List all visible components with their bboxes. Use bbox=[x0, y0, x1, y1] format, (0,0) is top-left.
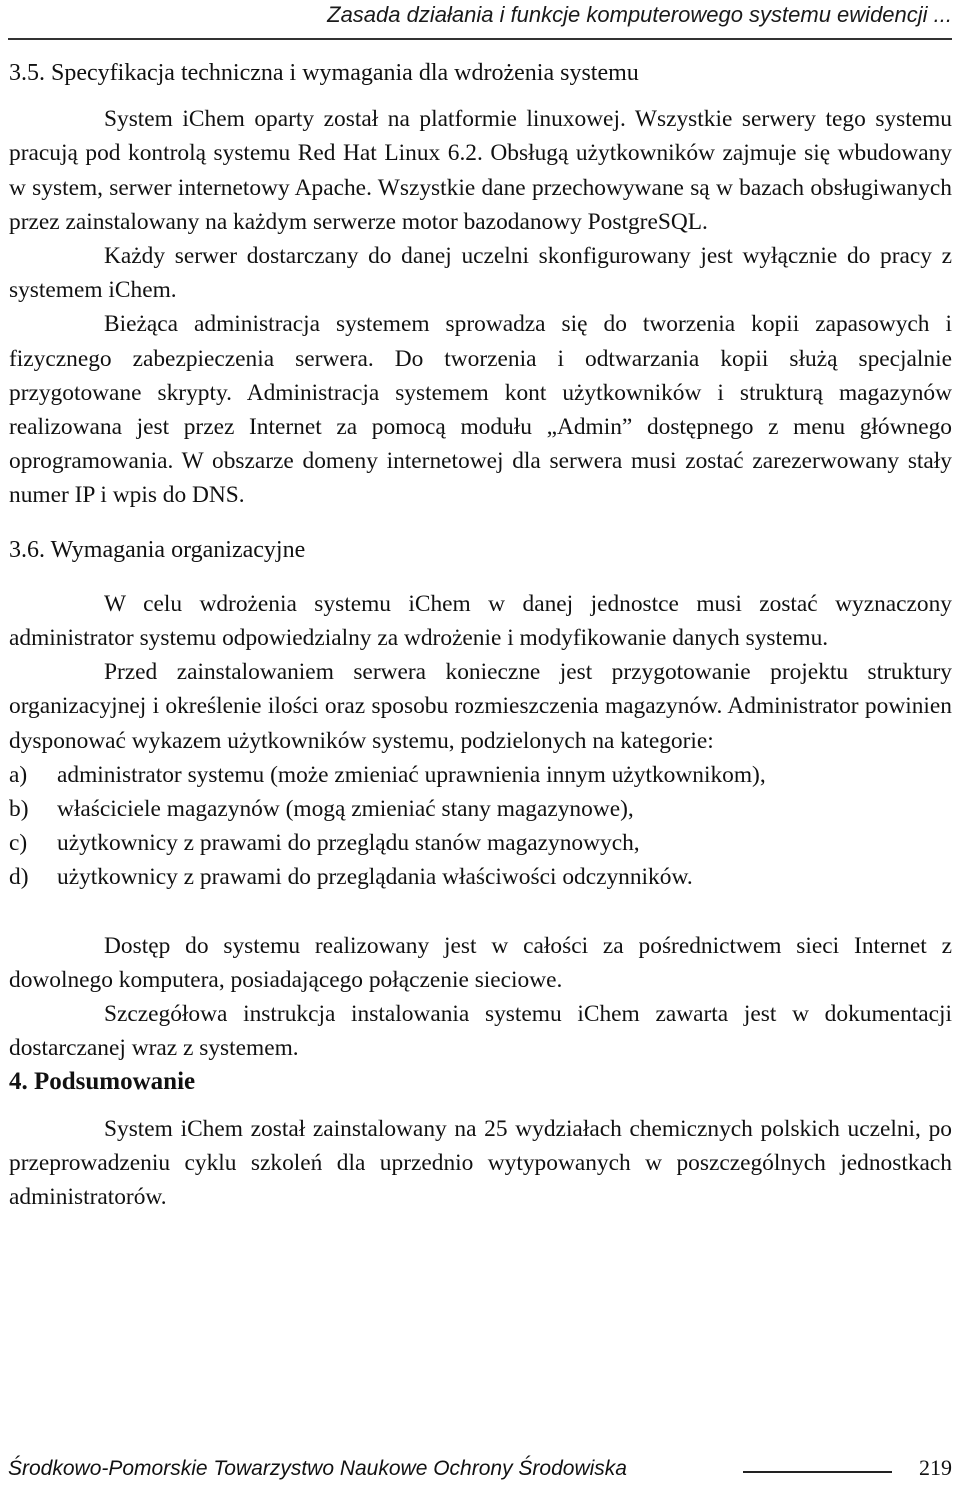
section-3-5-paragraph-3: Bieżąca administracja systemem sprowadza się do tworzenia kopii zapasowych i fizycznego zabezpieczenia serwera. Do tworzenia i odtwarzania kopii służą specjalnie przygotowane skrypty. Administracja systemem kont użytkowników i strukturą magazynów realizowana jest przez Internet za pomocą modułu „Admin” dostępnego z menu głównego oprogramowania. W obszarze domeny internetowej dla serwera musi zostać zarezerwowany stały numer IP i wpis do DNS. bbox=[9, 311, 952, 509]
list-item bbox=[9, 758, 952, 792]
section-3-5-paragraph-1: System iChem oparty został na platformie linuxowej. Wszystkie serwery tego systemu pracują pod kontrolą systemu Red Hat Linux 6.2. Obsługą użytkowników zajmuje się wbudowany w system, serwer internetowy Apache. Wszystkie dane przechowywane są w bazach obsługiwanych przez zainstalowany na każdym serwerze motor bazodanowy PostgreSQL. bbox=[9, 106, 952, 235]
list-item bbox=[9, 792, 952, 826]
user-category-list bbox=[9, 758, 952, 895]
document-body bbox=[9, 56, 952, 1214]
list-item-text: właściciele magazynów (mogą zmieniać stany magazynowe), bbox=[57, 796, 634, 823]
list-item-label: d) bbox=[9, 864, 29, 891]
list-item bbox=[9, 826, 952, 860]
section-3-6-heading: 3.6. Wymagania organizacyjne bbox=[9, 536, 306, 563]
footer-rule bbox=[743, 1471, 892, 1473]
section-3-6-paragraph-2: Przed zainstalowaniem serwera konieczne jest przygotowanie projektu struktury organizacyjnej i określenie ilości oraz sposobu rozmieszczenia magazynów. Administrator powinien dysponować wykazem użytkowników systemu, podzielonych na kategorie: bbox=[9, 659, 952, 754]
running-header: Zasada działania i funkcje komputerowego systemu ewidencji ... bbox=[327, 2, 952, 27]
list-item-label: b) bbox=[9, 796, 29, 823]
list-item-label: c) bbox=[9, 830, 28, 857]
list-item-text: użytkownicy z prawami do przeglądu stanów magazynowych, bbox=[57, 830, 640, 857]
section-4-paragraph: System iChem został zainstalowany na 25 wydziałach chemicznych polskich uczelni, po przeprowadzeniu cyklu szkoleń dla uprzednio wytypowanych w poszczególnych jednostkach administratorów. bbox=[9, 1115, 952, 1211]
section-3-6-paragraph-1: W celu wdrożenia systemu iChem w danej jednostce musi zostać wyznaczony administrator systemu odpowiedzialny za wdrożenie i modyfikowanie danych systemu. bbox=[9, 590, 952, 652]
section-3-6-paragraph-3: Dostęp do systemu realizowany jest w całości za pośrednictwem sieci Internet z dowolnego komputera, posiadającego połączenie sieciowe. bbox=[9, 932, 952, 993]
page-footer bbox=[8, 1455, 952, 1489]
section-3-5-heading: 3.5. Specyfikacja techniczna i wymagania dla wdrożenia systemu bbox=[9, 60, 639, 86]
list-item-text: administrator systemu (może zmieniać uprawnienia innym użytkownikom), bbox=[57, 761, 766, 788]
list-item-label: a) bbox=[9, 761, 28, 788]
list-item-text: użytkownicy z prawami do przeglądania właściwości odczynników. bbox=[57, 864, 693, 891]
section-3-5-paragraph-2: Każdy serwer dostarczany do danej uczelni skonfigurowany jest wyłącznie do pracy z systemem iChem. bbox=[9, 243, 952, 304]
footer-journal-name: Środkowo-Pomorskie Towarzystwo Naukowe Ochrony Środowiska bbox=[8, 1457, 627, 1480]
page-number: 219 bbox=[919, 1455, 952, 1480]
list-item bbox=[9, 860, 952, 894]
header-rule bbox=[8, 38, 952, 40]
section-4-heading: 4. Podsumowanie bbox=[9, 1068, 196, 1096]
section-3-6-paragraph-4: Szczegółowa instrukcja instalowania systemu iChem zawarta jest w dokumentacji dostarczanej wraz z systemem. bbox=[9, 1001, 952, 1062]
